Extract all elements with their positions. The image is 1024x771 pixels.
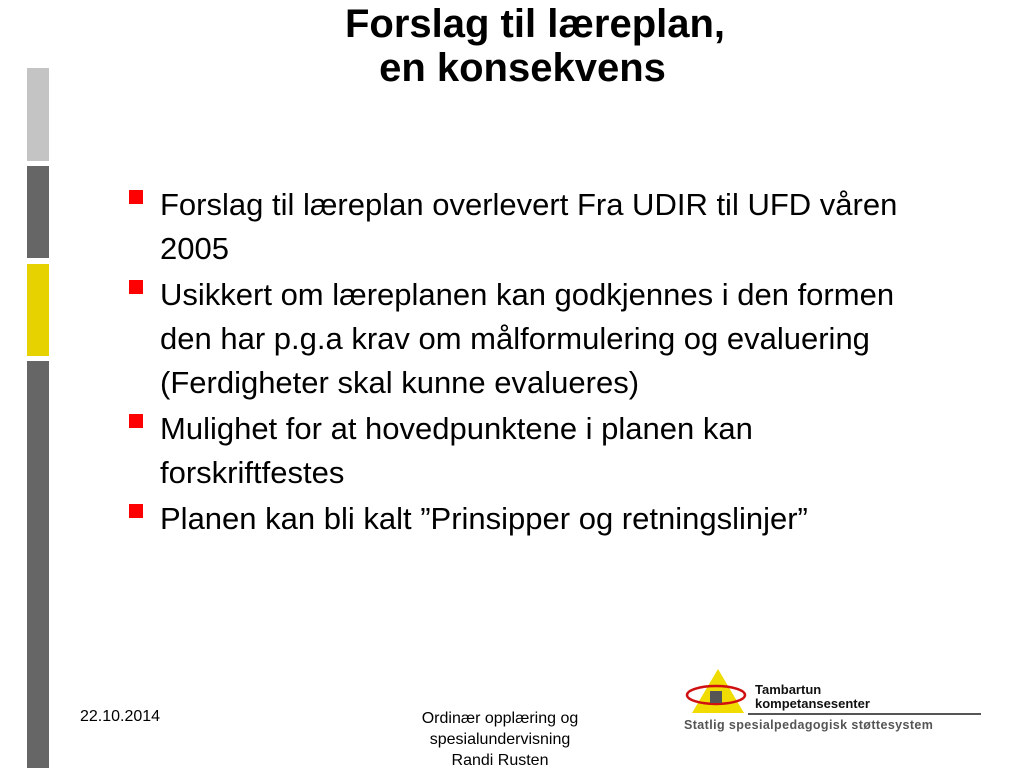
square-bullet-icon [129,190,143,204]
slide-title [0,2,1024,90]
bullet-item [120,183,940,271]
side-stripe-yellow [27,264,49,356]
tambartun-logo [684,665,984,745]
square-bullet-icon [129,504,143,518]
bullet-item [120,497,940,541]
bullet-text: Usikkert om læreplanen kan godkjennes i den formen den har p.g.a krav om målformulering og evaluering (Ferdigheter skal kunne evalueres) [160,277,895,400]
bullet-item [120,273,940,405]
square-bullet-icon [129,280,143,294]
bullet-list [120,183,940,541]
footer-center-text [380,708,620,771]
side-stripe-dark-top [27,166,49,258]
bullet-text: Planen kan bli kalt ”Prinsipper og retningslinjer” [160,501,808,536]
bullet-item [120,407,940,495]
footer-date: 22.10.2014 [80,708,161,725]
bullet-text: Mulighet for at hovedpunktene i planen kan forskriftfestes [160,411,753,490]
logo-name-line2: kompetansesenter [755,696,870,711]
tambartun-logo-icon [684,665,752,717]
footer-line: Randi Rusten [451,752,549,769]
logo-divider [748,713,981,715]
slide-title-line2: en konsekvens [379,46,666,90]
square-bullet-icon [129,414,143,428]
slide-title-line1: Forslag til læreplan, [344,2,726,46]
logo-name-line1: Tambartun [755,682,822,697]
bullet-text: Forslag til læreplan overlevert Fra UDIR til UFD våren 2005 [160,187,898,266]
side-stripe-dark-bottom [27,361,49,768]
logo-tagline: Statlig spesialpedagogisk støttesystem [684,718,934,732]
footer-line: spesialundervisning [429,731,571,748]
footer-line: Ordinær opplæring og [421,710,579,727]
